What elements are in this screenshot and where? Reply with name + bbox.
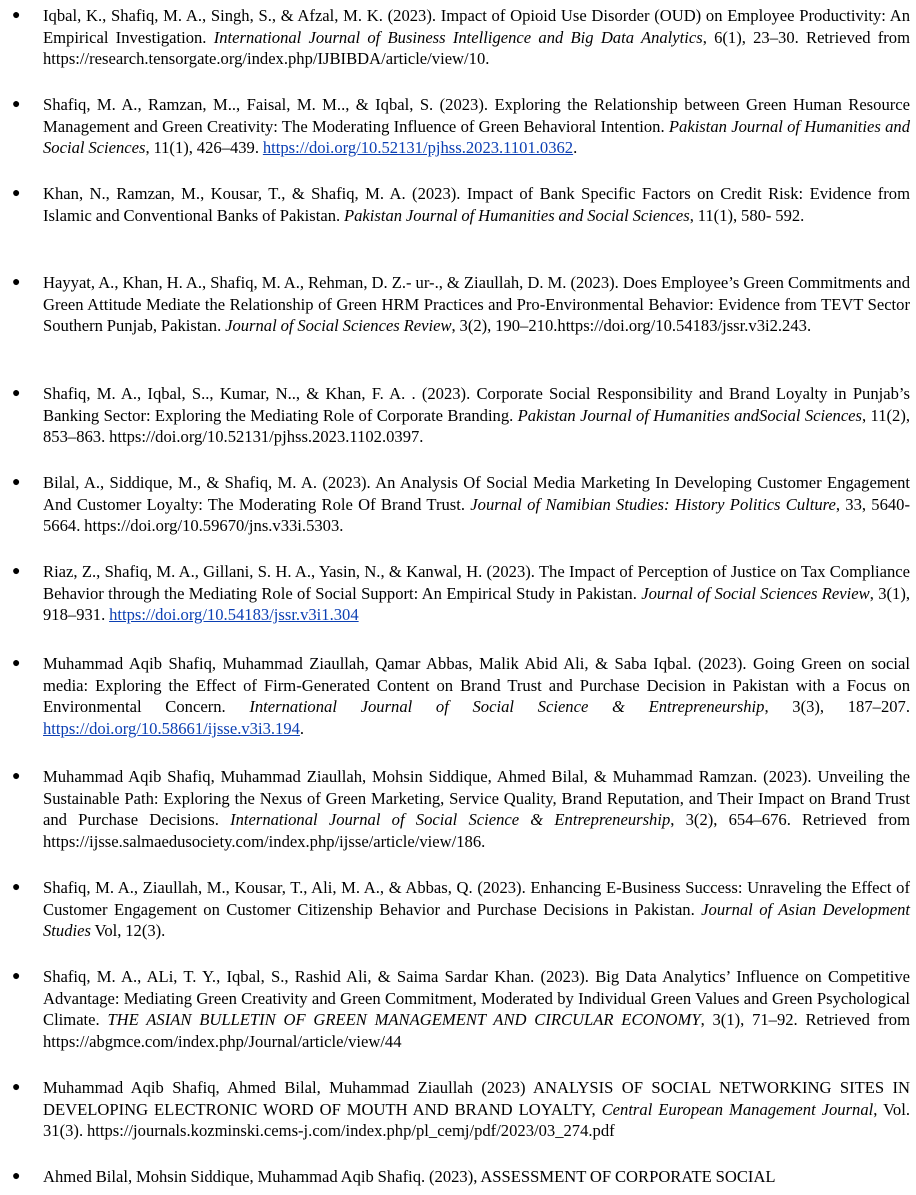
reference-item: ● Bilal, A., Siddique, M., & Shafiq, M. A. (2023). An Analysis Of Social Media Marketing In Developing Customer Engagement And Customer Loyalty: The Moderating Role Of Brand Trust. Journal of Namibian Studies: History Politics Culture, 33, 5640-5664. https://doi.org/10.59670/jns.v33i.5303.	[12, 473, 910, 536]
doi-link[interactable]: https://doi.org/10.58661/ijsse.v3i3.194	[43, 718, 300, 738]
reference-item: ● Muhammad Aqib Shafiq, Muhammad Ziaullah, Qamar Abbas, Malik Abid Ali, & Saba Iqbal. (2023). Going Green on social media: Exploring the Effect of Firm-Generated Content on Brand Trust and Purchase Decision in Pakistan with a Focus on Environmental Concern. International Journal of Social Science & Entrepreneurship, 3(3), 187–207. https://doi.org/10.58661/ijsse.v3i3.194.	[12, 654, 910, 738]
bullet-icon: ●	[12, 275, 21, 290]
bullet-icon: ●	[12, 186, 21, 201]
reference-item: ● Muhammad Aqib Shafiq, Ahmed Bilal, Muhammad Ziaullah (2023) ANALYSIS OF SOCIAL NETWORKING SITES IN DEVELOPING ELECTRONIC WORD OF MOUTH AND BRAND LOYALTY, Central European Management Journal, Vol. 31(3). https://journals.kozminski.cems-j.com/index.php/pl_cemj/pdf/2023/03_274.pdf	[12, 1078, 910, 1141]
bullet-icon: ●	[12, 656, 21, 671]
doi-link[interactable]: https://doi.org/10.54183/jssr.v3i1.304	[109, 605, 359, 625]
bullet-icon: ●	[12, 769, 21, 784]
reference-item: ● Shafiq, M. A., Ramzan, M.., Faisal, M. M.., & Iqbal, S. (2023). Exploring the Relationship between Green Human Resource Management and Green Creativity: The Moderating Influence of Green Behavioral Intention. Pakistan Journal of Humanities and Social Sciences, 11(1), 426–439. https://doi.org/10.52131/pjhss.2023.1101.0362.	[12, 95, 910, 158]
reference-item: ● Shafiq, M. A., Ziaullah, M., Kousar, T., Ali, M. A., & Abbas, Q. (2023). Enhancing E-Business Success: Unraveling the Effect of Customer Engagement on Customer Citizenship Behavior and Purchase Decisions in Pakistan. Journal of Asian Development Studies Vol, 12(3).	[12, 878, 910, 941]
bullet-icon: ●	[12, 969, 21, 984]
reference-item: ● Muhammad Aqib Shafiq, Muhammad Ziaullah, Mohsin Siddique, Ahmed Bilal, & Muhammad Ramzan. (2023). Unveiling the Sustainable Path: Exploring the Nexus of Green Marketing, Service Quality, Brand Reputation, and Their Impact on Brand Trust and Purchase Decisions. International Journal of Social Science & Entrepreneurship, 3(2), 654–676. Retrieved from https://ijsse.salmaedusociety.com/index.php/ijsse/article/view/186.	[12, 767, 911, 851]
bullet-icon: ●	[12, 564, 21, 579]
reference-item: ● Shafiq, M. A., Iqbal, S.., Kumar, N.., & Khan, F. A. . (2023). Corporate Social Responsibility and Brand Loyalty in Punjab’s Banking Sector: Exploring the Mediating Role of Corporate Branding. Pakistan Journal of Humanities andSocial Sciences, 11(2), 853–863. https://doi.org/10.52131/pjhss.2023.1102.0397.	[12, 384, 910, 447]
reference-item: ● Ahmed Bilal, Mohsin Siddique, Muhammad Aqib Shafiq. (2023), ASSESSMENT OF CORPORATE SOCIAL	[12, 1167, 776, 1186]
bullet-icon: ●	[12, 386, 21, 401]
bullet-icon: ●	[12, 475, 21, 490]
bullet-icon: ●	[12, 1080, 21, 1095]
doi-link[interactable]: https://doi.org/10.52131/pjhss.2023.1101.0362	[262, 138, 574, 158]
bullet-icon: ●	[12, 1169, 21, 1184]
bullet-icon: ●	[12, 8, 21, 23]
reference-item: ● Riaz, Z., Shafiq, M. A., Gillani, S. H. A., Yasin, N., & Kanwal, H. (2023). The Impact of Perception of Justice on Tax Compliance Behavior through the Mediating Role of Social Support: An Empirical Study in Pakistan. Journal of Social Sciences Review, 3(1), 918–931. https://doi.org/10.54183/jssr.v3i1.304	[12, 562, 910, 625]
bullet-icon: ●	[12, 880, 21, 895]
reference-item: ● Hayyat, A., Khan, H. A., Shafiq, M. A., Rehman, D. Z.- ur-., & Ziaullah, D. M. (2023). Does Employee’s Green Commitments and Green Attitude Mediate the Relationship of Green HRM Practices and Pro-Environmental Behavior: Evidence from TEVT Sector Southern Punjab, Pakistan. Journal of Social Sciences Review, 3(2), 190–210.https://doi.org/10.54183/jssr.v3i2.243.	[12, 273, 910, 336]
reference-item: ● Shafiq, M. A., ALi, T. Y., Iqbal, S., Rashid Ali, & Saima Sardar Khan. (2023). Big Data Analytics’ Influence on Competitive Advantage: Mediating Green Creativity and Green Commitment, Moderated by Individual Green Values and Green Psychological Climate. THE ASIAN BULLETIN OF GREEN MANAGEMENT AND CIRCULAR ECONOMY, 3(1), 71–92. Retrieved from https://abgmce.com/index.php/Journal/article/view/44	[12, 967, 910, 1051]
reference-item: ● Iqbal, K., Shafiq, M. A., Singh, S., & Afzal, M. K. (2023). Impact of Opioid Use Disorder (OUD) on Employee Productivity: An Empirical Investigation. International Journal of Business Intelligence and Big Data Analytics, 6(1), 23–30. Retrieved from https://research.tensorgate.org/index.php/IJBIBDA/article/view/10.	[12, 6, 910, 69]
reference-item: ● Khan, N., Ramzan, M., Kousar, T., & Shafiq, M. A. (2023). Impact of Bank Specific Factors on Credit Risk: Evidence from Islamic and Conventional Banks of Pakistan. Pakistan Journal of Humanities and Social Sciences, 11(1), 580- 592.	[12, 184, 910, 225]
bullet-icon: ●	[12, 97, 21, 112]
